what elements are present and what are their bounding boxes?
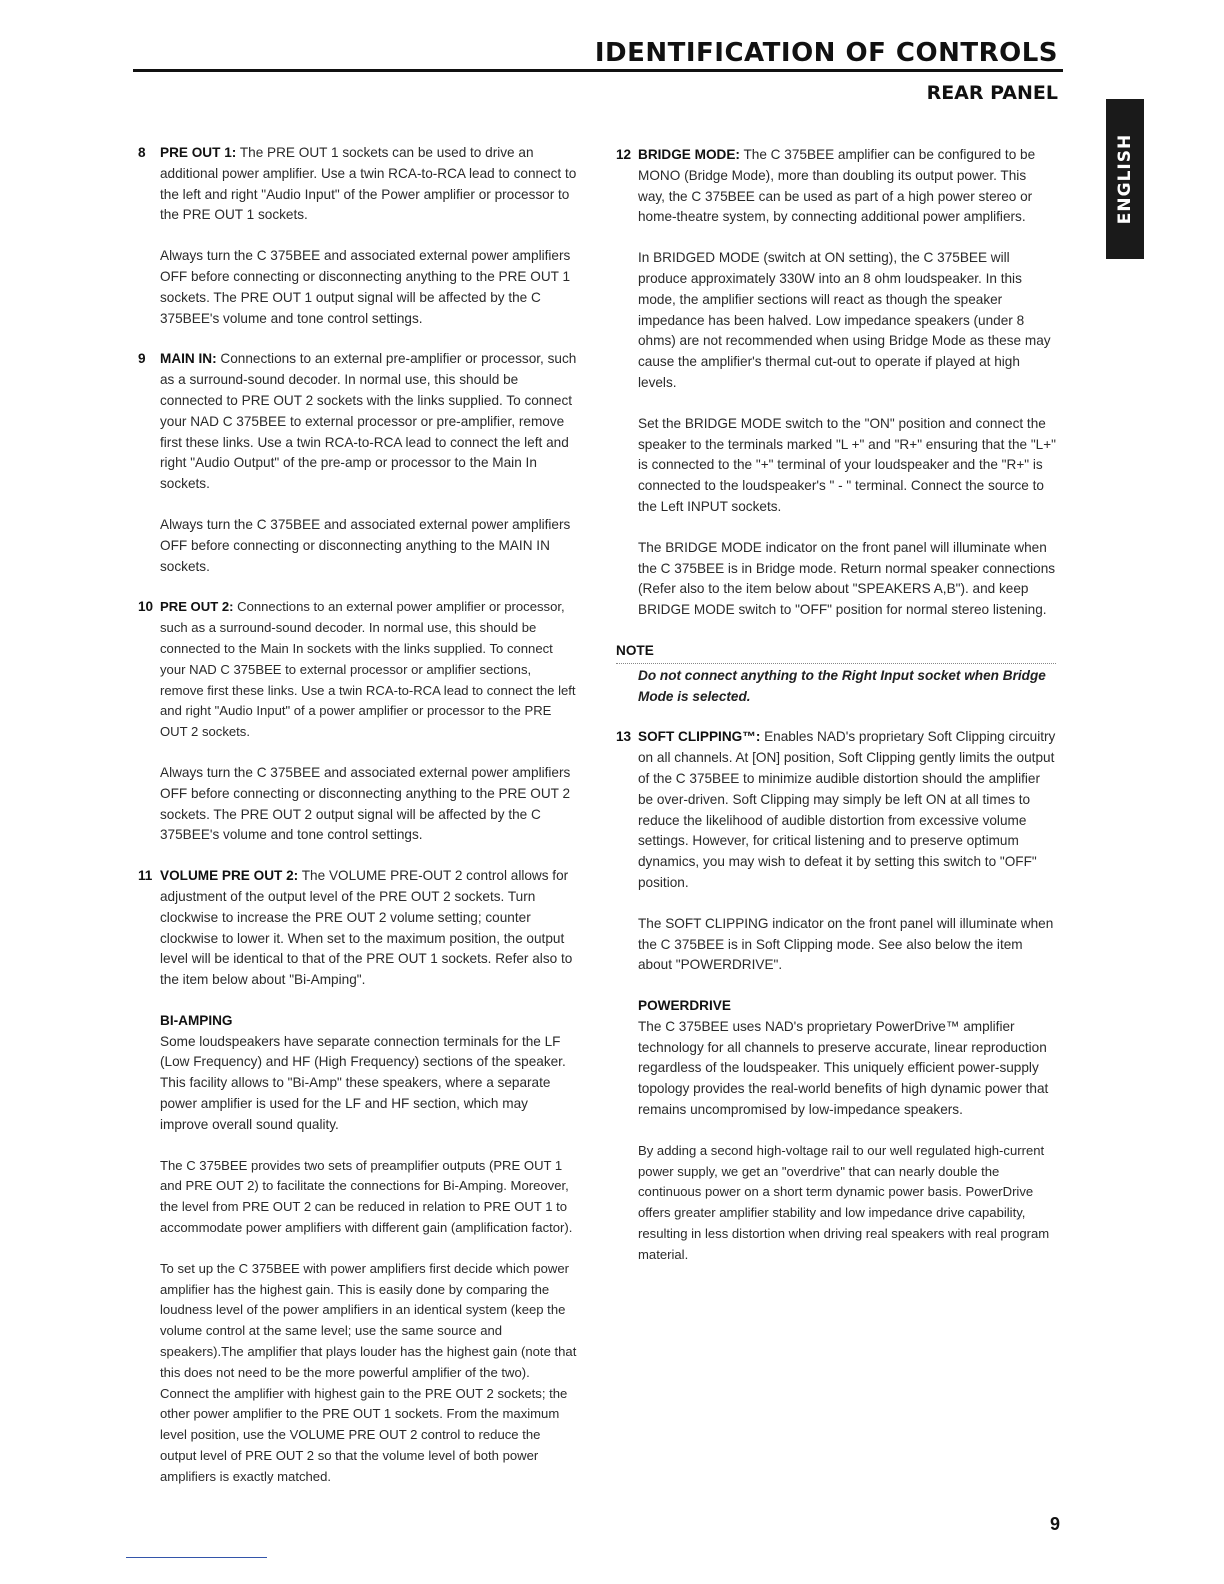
item-pre-out-2 — [138, 597, 578, 846]
powerdrive-heading: POWERDRIVE — [638, 998, 731, 1014]
item-text: The PRE OUT 1 sockets can be used to drive an additional power amplifier. Use a twin RCA-to-RCA lead to connect to the left and right "Audio Input" of the Power amplifier or processor to the PRE OUT 1 sockets. — [160, 145, 577, 223]
item-bridge-mode — [616, 145, 1056, 621]
item-label: PRE OUT 1: — [160, 145, 237, 160]
item-label: VOLUME PRE OUT 2: — [160, 868, 299, 884]
item-text: Connections to an external pre-amplifier or processor, such as a surround-sound decoder. In normal use, this should be connected to PRE OUT 2 sockets with the links supplied. To connect your NAD C 375BEE to external processor or pre-amplifier, remove first these links. Use a twin RCA-to-RCA lead to connect the left and right "Audio Output" of the pre-amp or processor to the Main In sockets. — [160, 351, 577, 492]
bi-amping-heading: BI-AMPING — [160, 1012, 233, 1028]
item-text: The VOLUME PRE-OUT 2 control allows for adjustment of the output level of the PRE OUT 2 sockets. Turn clockwise to increase the PRE OUT 2 volume setting; counter clockwise to lower it. When set to the maximum position, the output level will be identical to that of the PRE OUT 1 sockets. Refer also to the item below about "Bi-Amping". — [160, 868, 573, 988]
paragraph: Some loudspeakers have separate connection terminals for the LF (Low Frequency) and HF (High Frequency) sections of the speaker. This facility allows to "Bi-Amp" these speakers, where a separate power amplifier is used for the LF and HF section, which may improve overall sound quality. — [160, 1033, 566, 1132]
page-number: 9 — [1050, 1514, 1061, 1534]
paragraph: The SOFT CLIPPING indicator on the front panel will illuminate when the C 375BEE is in Soft Clipping mode. See also below the item about "POWERDRIVE". — [638, 915, 1054, 973]
item-label: MAIN IN: — [160, 351, 217, 367]
item-main-in — [138, 349, 578, 577]
item-volume-pre-out-2 — [138, 866, 578, 991]
page-title: IDENTIFICATION OF CONTROLS — [594, 38, 1058, 68]
item-pre-out-1 — [138, 143, 578, 329]
paragraph: The C 375BEE uses NAD's proprietary PowerDrive™ amplifier technology for all channels to preserve accurate, linear reproduction regardless of the loudspeaker. This uniquely efficient power-supply topology provides the real-world benefits of high dynamic power that remains uncompromised by low-impedance speakers. — [638, 1018, 1049, 1118]
language-tab-label: ENGLISH — [1115, 133, 1135, 225]
item-number: 11 — [138, 868, 153, 884]
note-text: Do not connect anything to the Right Input socket when Bridge Mode is selected. — [638, 667, 1046, 704]
paragraph: To set up the C 375BEE with power amplifiers first decide which power amplifier has the highest gain. This is easily done by comparing the loudness level of the power amplifiers in an identical system (keep the volume control at the same level; use the same source and speakers).The amplifier that plays louder has the highest gain (note that this does not need to be the more powerful amplifier of the two). Connect the amplifier with highest gain to the PRE OUT 2 sockets; the other power amplifier to the PRE OUT 1 sockets. From the maximum level position, use the VOLUME PRE OUT 2 control to reduce the output level of PRE OUT 2 so that the volume level of both power amplifiers is exactly matched. — [160, 1260, 577, 1484]
item-text: Connections to an external power amplifier or processor, such as a surround-sound decoder. In normal use, this should be connected to the Main In sockets with the links supplied. To connect your NAD C 375BEE to external processor or amplifier sections, remove first these links. Use a twin RCA-to-RCA lead to connect the left and right "Audio Input" of a power amplifier or processor to the PRE OUT 2 sockets. — [160, 599, 576, 740]
item-number: 13 — [616, 729, 632, 745]
item-number: 12 — [616, 147, 632, 162]
item-label: BRIDGE MODE: — [638, 147, 740, 162]
paragraph: Always turn the C 375BEE and associated external power amplifiers OFF before connecting or disconnecting anything to the MAIN IN sockets. — [160, 516, 571, 574]
language-tab — [1106, 99, 1144, 259]
paragraph: The BRIDGE MODE indicator on the front panel will illuminate when the C 375BEE is in Bridge mode. Return normal speaker connections (Refer also to the item below about "SPEAKERS A,B"). and keep BRIDGE MODE switch to "OFF" position for normal stereo listening. — [638, 539, 1056, 618]
item-number: 10 — [138, 599, 154, 615]
paragraph: Always turn the C 375BEE and associated external power amplifiers OFF before connecting or disconnecting anything to the PRE OUT 1 sockets. The PRE OUT 1 output signal will be affected by the C 375BEE's volume and tone control settings. — [160, 248, 571, 326]
paragraph: In BRIDGED MODE (switch at ON setting), the C 375BEE will produce approximately 330W into an 8 ohm loudspeaker. In this mode, the amplifier sections will react as though the speaker impedance has been halved. Low impedance speakers (under 8 ohms) are not recommended when using Bridge Mode as these may cause the amplifier's thermal cut-out to operate if played at high levels. — [638, 250, 1051, 390]
right-column — [616, 145, 1056, 1286]
paragraph: The C 375BEE provides two sets of preamplifier outputs (PRE OUT 1 and PRE OUT 2) to facilitate the connections for Bi-Amping. Moreover, the level from PRE OUT 2 can be reduced in relation to PRE OUT 1 to accommodate power amplifiers with different gain (amplification factor). — [160, 1157, 573, 1236]
item-number: 8 — [138, 145, 146, 160]
item-label: PRE OUT 2: — [160, 599, 234, 615]
left-column — [138, 143, 578, 1508]
item-number: 9 — [138, 351, 146, 367]
item-text: Enables NAD's proprietary Soft Clipping circuitry on all channels. At [ON] position, Soft Clipping gently limits the output of the C 375BEE to minimize audible distortion should the amplifier be over-driven. Soft Clipping may simply be left ON at all times to reduce the likelihood of audible distortion from excessive volume settings. However, for critical listening and to preserve optimum dynamics, you may wish to defeat it by setting this switch to "OFF" position. — [638, 729, 1056, 890]
paragraph: Always turn the C 375BEE and associated external power amplifiers OFF before connecting or disconnecting anything to the PRE OUT 2 sockets. The PRE OUT 2 output signal will be affected by the C 375BEE's volume and tone control settings. — [160, 764, 571, 843]
header-rule — [133, 69, 1063, 72]
item-text: The C 375BEE amplifier can be configured to be MONO (Bridge Mode), more than doubling its output power. This way, the C 375BEE can be used as part of a high power stereo or home-theatre system, by connecting additional power amplifiers. — [638, 147, 1036, 225]
section-subtitle: REAR PANEL — [926, 82, 1058, 104]
item-label: SOFT CLIPPING™: — [638, 729, 761, 745]
item-soft-clipping — [616, 727, 1056, 976]
footer-rule — [126, 1557, 267, 1558]
paragraph: Set the BRIDGE MODE switch to the "ON" position and connect the speaker to the terminals marked "L +" and "R+" ensuring that the "L+" is connected to the "+" terminal of your loudspeaker and the "R+" is connected to the loudspeaker's " - " terminal. Connect the source to the Left INPUT sockets. — [638, 415, 1056, 514]
paragraph: By adding a second high-voltage rail to our well regulated high-current power supply, we get an "overdrive" that can nearly double the continuous power on a short term dynamic power basis. PowerDrive offers greater amplifier stability and low impedance drive capability, resulting in less distortion when driving real speakers with real program material. — [638, 1142, 1050, 1262]
note-heading: NOTE — [616, 641, 1056, 664]
